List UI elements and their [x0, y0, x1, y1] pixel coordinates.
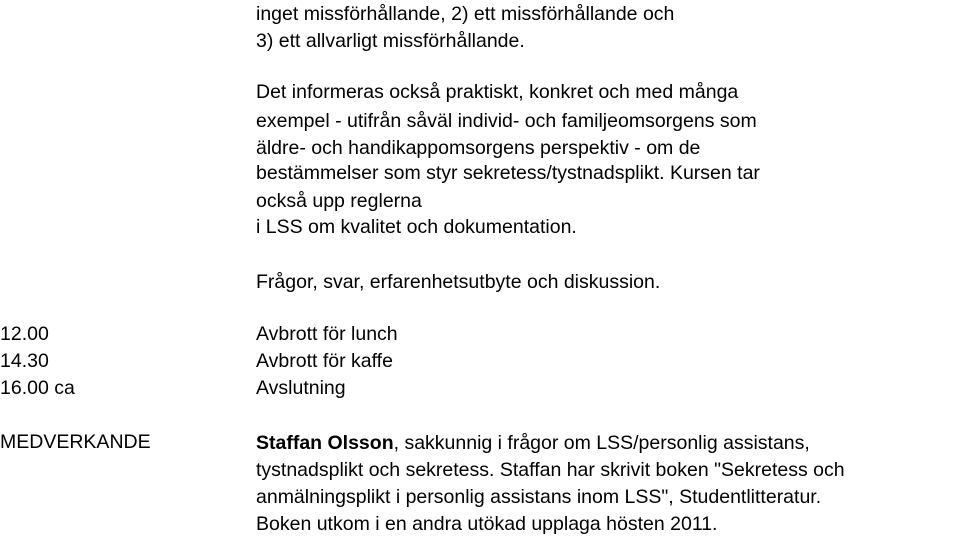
- participant-line-4: Boken utkom i en andra utökad upplaga hösten 2011.: [256, 513, 718, 535]
- info-line-6: i LSS om kvalitet och dokumentation.: [256, 216, 577, 238]
- info-line-5: också upp reglerna: [256, 190, 422, 212]
- schedule-time: 12.00: [0, 323, 49, 345]
- participant-role: , sakkunnig i frågor om LSS/personlig assistans,: [393, 432, 810, 454]
- intro-line-2: 3) ett allvarligt missförhållande.: [256, 30, 525, 52]
- intro-line-1: inget missförhållande, 2) ett missförhållande och: [256, 3, 675, 25]
- participant-line-3: anmälningsplikt i personlig assistans inom LSS", Studentlitteratur.: [256, 486, 822, 508]
- schedule-time: 14.30: [0, 350, 49, 372]
- info-line-1: Det informeras också praktiskt, konkret och med många: [256, 81, 739, 103]
- schedule-event: Avslutning: [256, 377, 346, 399]
- schedule-event: Avbrott för lunch: [256, 323, 398, 345]
- info-line-4: bestämmelser som styr sekretess/tystnadsplikt. Kursen tar: [256, 162, 760, 184]
- info-line-3: äldre- och handikappomsorgens perspektiv - om de: [256, 137, 701, 159]
- schedule-time: 16.00 ca: [0, 377, 75, 399]
- participants-label: MEDVERKANDE: [0, 431, 151, 453]
- schedule-event: Avbrott för kaffe: [256, 350, 393, 372]
- participant-line-1: [256, 431, 810, 455]
- participant-line-2: tystnadsplikt och sekretess. Staffan har skrivit boken "Sekretess och: [256, 459, 845, 481]
- participant-name: Staffan Olsson: [256, 432, 394, 454]
- questions-line: Frågor, svar, erfarenhetsutbyte och diskussion.: [256, 271, 661, 293]
- info-line-2: exempel - utifrån såväl individ- och familjeomsorgens som: [256, 110, 757, 132]
